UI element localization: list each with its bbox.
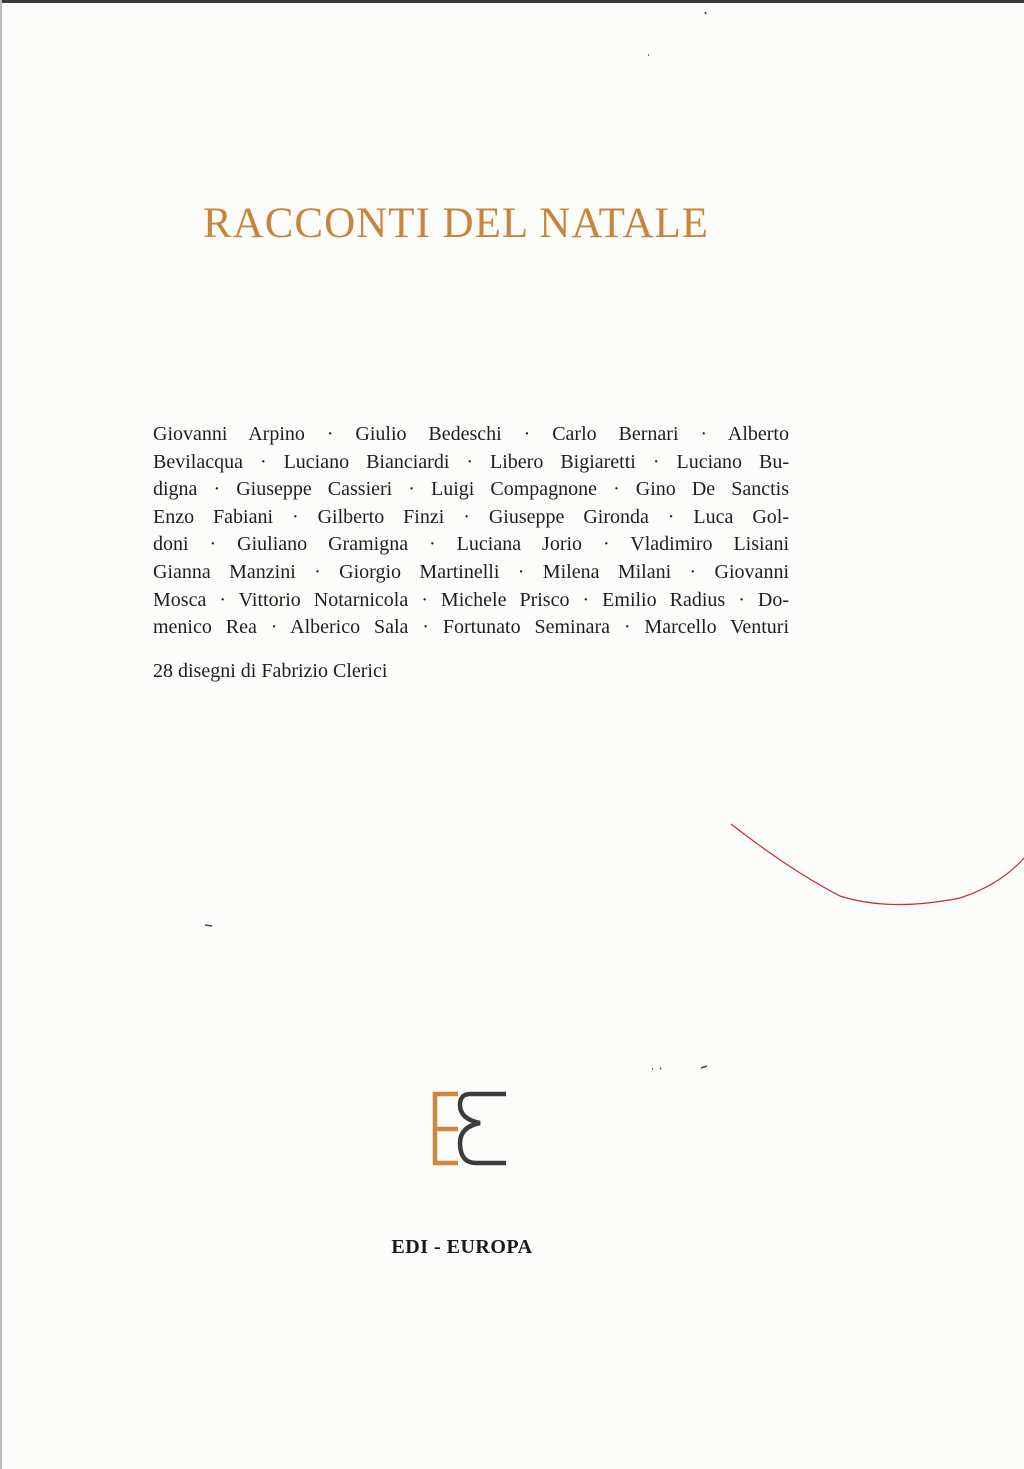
authors-line: digna · Giuseppe Cassieri · Luigi Compagnone · Gino De Sanctis: [153, 478, 789, 501]
logo-orange-stroke: [435, 1094, 458, 1163]
authors-line: doni · Giuliano Gramigna · Luciana Jorio · Vladimiro Lisiani: [153, 533, 789, 556]
publisher-logo: [432, 1091, 512, 1171]
authors-list: [153, 421, 789, 642]
logo-dark-stroke: [460, 1094, 506, 1163]
authors-line: Mosca · Vittorio Notarnicola · Michele Prisco · Emilio Radius · Do-: [153, 588, 789, 611]
page-top-edge: [0, 0, 1024, 3]
authors-line: Enzo Fabiani · Gilberto Finzi · Giuseppe Gironda · Luca Gol-: [153, 505, 789, 528]
authors-line: Bevilacqua · Luciano Bianciardi · Libero Bigiaretti · Luciano Bu-: [153, 450, 789, 473]
authors-line: Giovanni Arpino · Giulio Bedeschi · Carlo Bernari · Alberto: [153, 423, 789, 445]
red-pen-stroke: [731, 824, 1024, 905]
authors-line: menico Rea · Alberico Sala · Fortunato Seminara · Marcello Venturi: [153, 616, 789, 639]
illustrations-credit: 28 disegni di Fabrizio Clerici: [153, 660, 388, 682]
book-title: RACCONTI DEL NATALE: [203, 200, 710, 247]
page-left-edge: [0, 0, 2, 1469]
authors-line: Gianna Manzini · Giorgio Martinelli · Milena Milani · Giovanni: [153, 560, 789, 583]
publisher-name: EDI - EUROPA: [391, 1236, 533, 1258]
